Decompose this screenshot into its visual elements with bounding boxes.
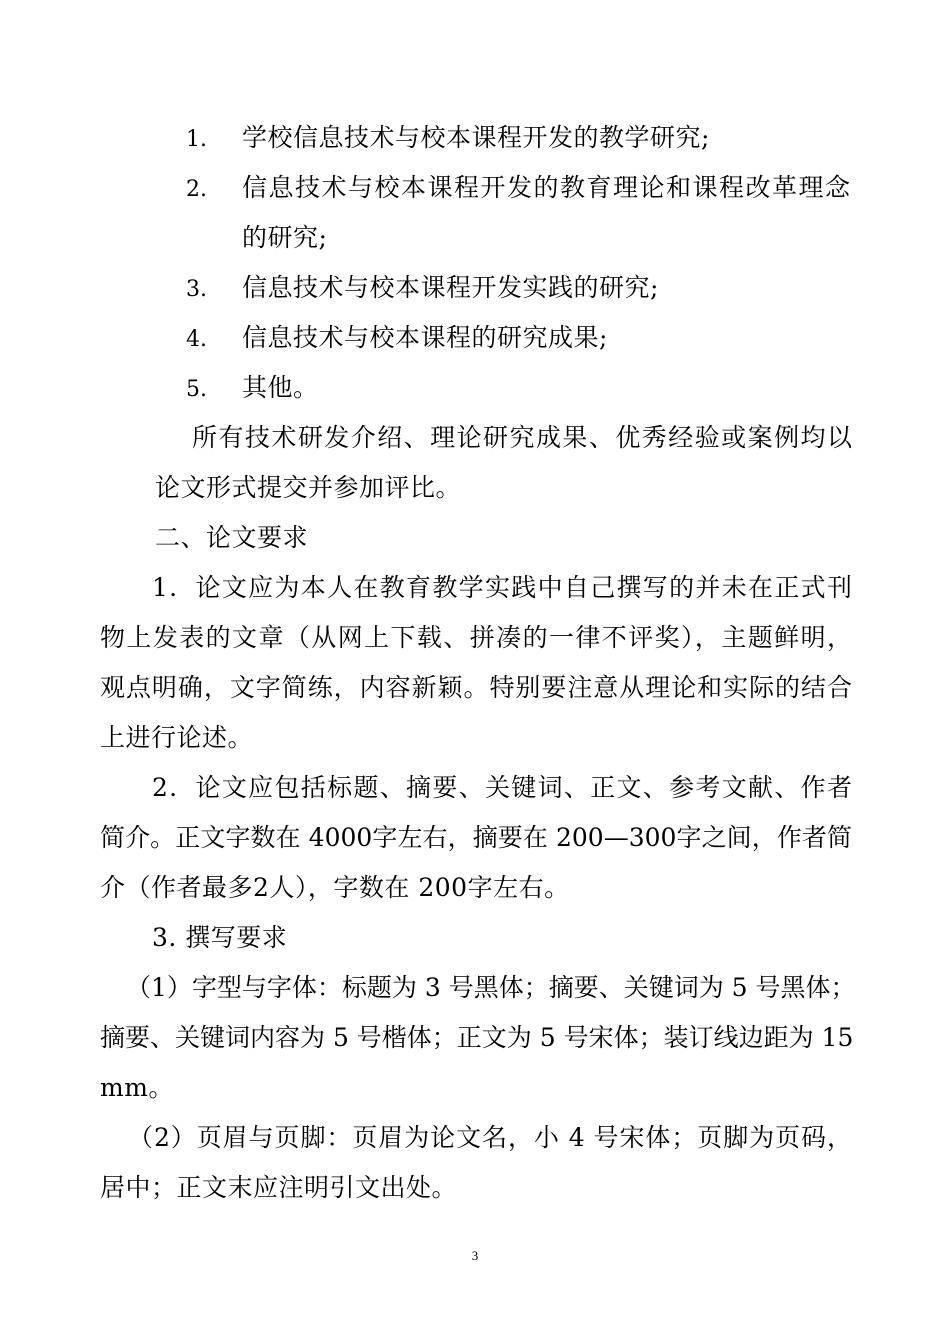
paragraph-line: 观点明确，文字简练，内容新颖。特别要注意从理论和实际的结合 — [100, 673, 852, 702]
paragraph-line: 摘要、关键词内容为 5 号楷体；正文为 5 号宋体；装订线边距为 15 — [100, 1023, 854, 1052]
list-item-number: 5. — [186, 377, 207, 402]
section-heading: 二、论文要求 — [155, 523, 309, 552]
list-item-number: 2. — [186, 177, 207, 202]
list-item-continuation: 的研究; — [242, 223, 328, 252]
list-item-text: 信息技术与校本课程开发的教育理论和课程改革理念 — [242, 173, 850, 202]
paragraph-line: （1）字型与字体：标题为 3 号黑体；摘要、关键词为 5 号黑体； — [126, 973, 856, 1002]
paragraph-line: 物上发表的文章（从网上下载、拼凑的一律不评奖），主题鲜明， — [100, 623, 852, 652]
paragraph-line: 2．论文应包括标题、摘要、关键词、正文、参考文献、作者 — [152, 773, 852, 802]
paragraph-line: 论文形式提交并参加评比。 — [155, 473, 462, 502]
paragraph-line: 介（作者最多2人），字数在 200字左右。 — [100, 873, 570, 902]
paragraph-line: 居中；正文末应注明引文出处。 — [100, 1173, 458, 1202]
list-item-text: 信息技术与校本课程开发实践的研究; — [242, 273, 659, 302]
paragraph-line: 简介。正文字数在 4000字左右，摘要在 200—300字之间，作者简 — [100, 823, 853, 852]
list-item-number: 1. — [186, 127, 207, 152]
list-item-number: 3. — [186, 277, 207, 302]
list-item-number: 4. — [186, 327, 207, 352]
subsection-heading: 3. 撰写要求 — [152, 923, 288, 952]
page-number: 3 — [471, 1248, 479, 1263]
list-item-text: 学校信息技术与校本课程开发的教学研究; — [242, 123, 710, 152]
paragraph-line: mm。 — [100, 1073, 174, 1102]
list-item-text: 信息技术与校本课程的研究成果; — [242, 323, 608, 352]
paragraph-line: 所有技术研发介绍、理论研究成果、优秀经验或案例均以 — [192, 423, 852, 452]
list-item-text: 其他。 — [242, 373, 319, 402]
paragraph-line: （2）页眉与页脚：页眉为论文名，小 4 号宋体；页脚为页码， — [128, 1123, 852, 1152]
paragraph-line: 上进行论述。 — [100, 723, 254, 752]
paragraph-line: 1．论文应为本人在教育教学实践中自己撰写的并未在正式刊 — [152, 573, 852, 602]
